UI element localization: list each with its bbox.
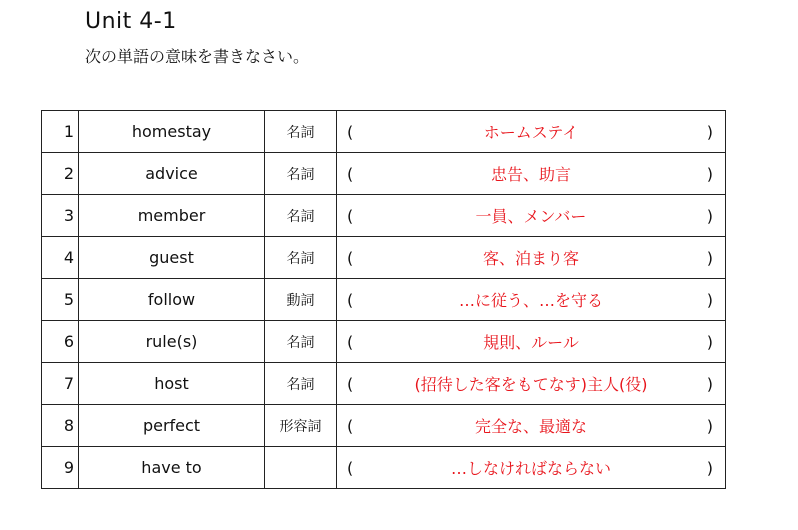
open-paren: (: [347, 164, 354, 183]
table-row: [42, 279, 726, 321]
english-word: have to: [79, 447, 265, 489]
part-of-speech: 名詞: [265, 321, 337, 363]
instruction-text: 次の単語の意味を書きなさい。: [85, 47, 310, 66]
answer-text: 規則、ルール: [483, 333, 579, 352]
part-of-speech: 名詞: [265, 237, 337, 279]
answer-text: …に従う、…を守る: [458, 291, 603, 310]
english-word: advice: [79, 153, 265, 195]
table-row: [42, 321, 726, 363]
english-word: member: [79, 195, 265, 237]
answer-text: 完全な、最適な: [474, 417, 587, 436]
part-of-speech: 形容詞: [265, 405, 337, 447]
meaning-cell: [337, 111, 726, 153]
meaning-cell: [337, 405, 726, 447]
meaning-cell: [337, 363, 726, 405]
english-word: rule(s): [79, 321, 265, 363]
open-paren: (: [347, 206, 354, 225]
answer-text: 忠告、助言: [490, 165, 571, 184]
row-number: 9: [42, 447, 79, 489]
part-of-speech: 名詞: [265, 363, 337, 405]
close-paren: ): [706, 206, 713, 225]
meaning-cell: [337, 447, 726, 489]
vocabulary-table: [41, 110, 726, 489]
part-of-speech: 名詞: [265, 195, 337, 237]
close-paren: ): [706, 374, 713, 393]
close-paren: ): [706, 290, 713, 309]
table-row: [42, 195, 726, 237]
open-paren: (: [347, 374, 354, 393]
part-of-speech: 名詞: [265, 111, 337, 153]
english-word: follow: [79, 279, 265, 321]
open-paren: (: [347, 290, 354, 309]
open-paren: (: [347, 248, 354, 267]
close-paren: ): [706, 458, 713, 477]
meaning-cell: [337, 195, 726, 237]
table-row: [42, 363, 726, 405]
part-of-speech: 名詞: [265, 153, 337, 195]
table-row: [42, 237, 726, 279]
meaning-cell: [337, 321, 726, 363]
meaning-cell: [337, 237, 726, 279]
answer-text: …しなければならない: [450, 459, 611, 478]
table-row: [42, 447, 726, 489]
open-paren: (: [347, 458, 354, 477]
meaning-cell: [337, 153, 726, 195]
english-word: guest: [79, 237, 265, 279]
answer-text: 一員、メンバー: [475, 207, 587, 226]
close-paren: ): [706, 332, 713, 351]
answer-text: ホームステイ: [483, 123, 579, 142]
meaning-cell: [337, 279, 726, 321]
close-paren: ): [706, 122, 713, 141]
english-word: host: [79, 363, 265, 405]
row-number: 4: [42, 237, 79, 279]
open-paren: (: [347, 416, 354, 435]
row-number: 8: [42, 405, 79, 447]
open-paren: (: [347, 332, 354, 351]
close-paren: ): [706, 248, 713, 267]
english-word: homestay: [79, 111, 265, 153]
row-number: 1: [42, 111, 79, 153]
part-of-speech: 動詞: [265, 279, 337, 321]
open-paren: (: [347, 122, 354, 141]
close-paren: ): [706, 416, 713, 435]
row-number: 7: [42, 363, 79, 405]
vocabulary-table-body: [42, 111, 726, 489]
english-word: perfect: [79, 405, 265, 447]
row-number: 6: [42, 321, 79, 363]
part-of-speech: [265, 447, 337, 489]
close-paren: ): [706, 164, 713, 183]
row-number: 3: [42, 195, 79, 237]
answer-text: (招待した客をもてなす)主人(役): [414, 375, 648, 394]
page-title: Unit 4-1: [85, 9, 177, 34]
row-number: 5: [42, 279, 79, 321]
answer-text: 客、泊まり客: [482, 249, 579, 268]
table-row: [42, 111, 726, 153]
table-row: [42, 405, 726, 447]
row-number: 2: [42, 153, 79, 195]
table-row: [42, 153, 726, 195]
